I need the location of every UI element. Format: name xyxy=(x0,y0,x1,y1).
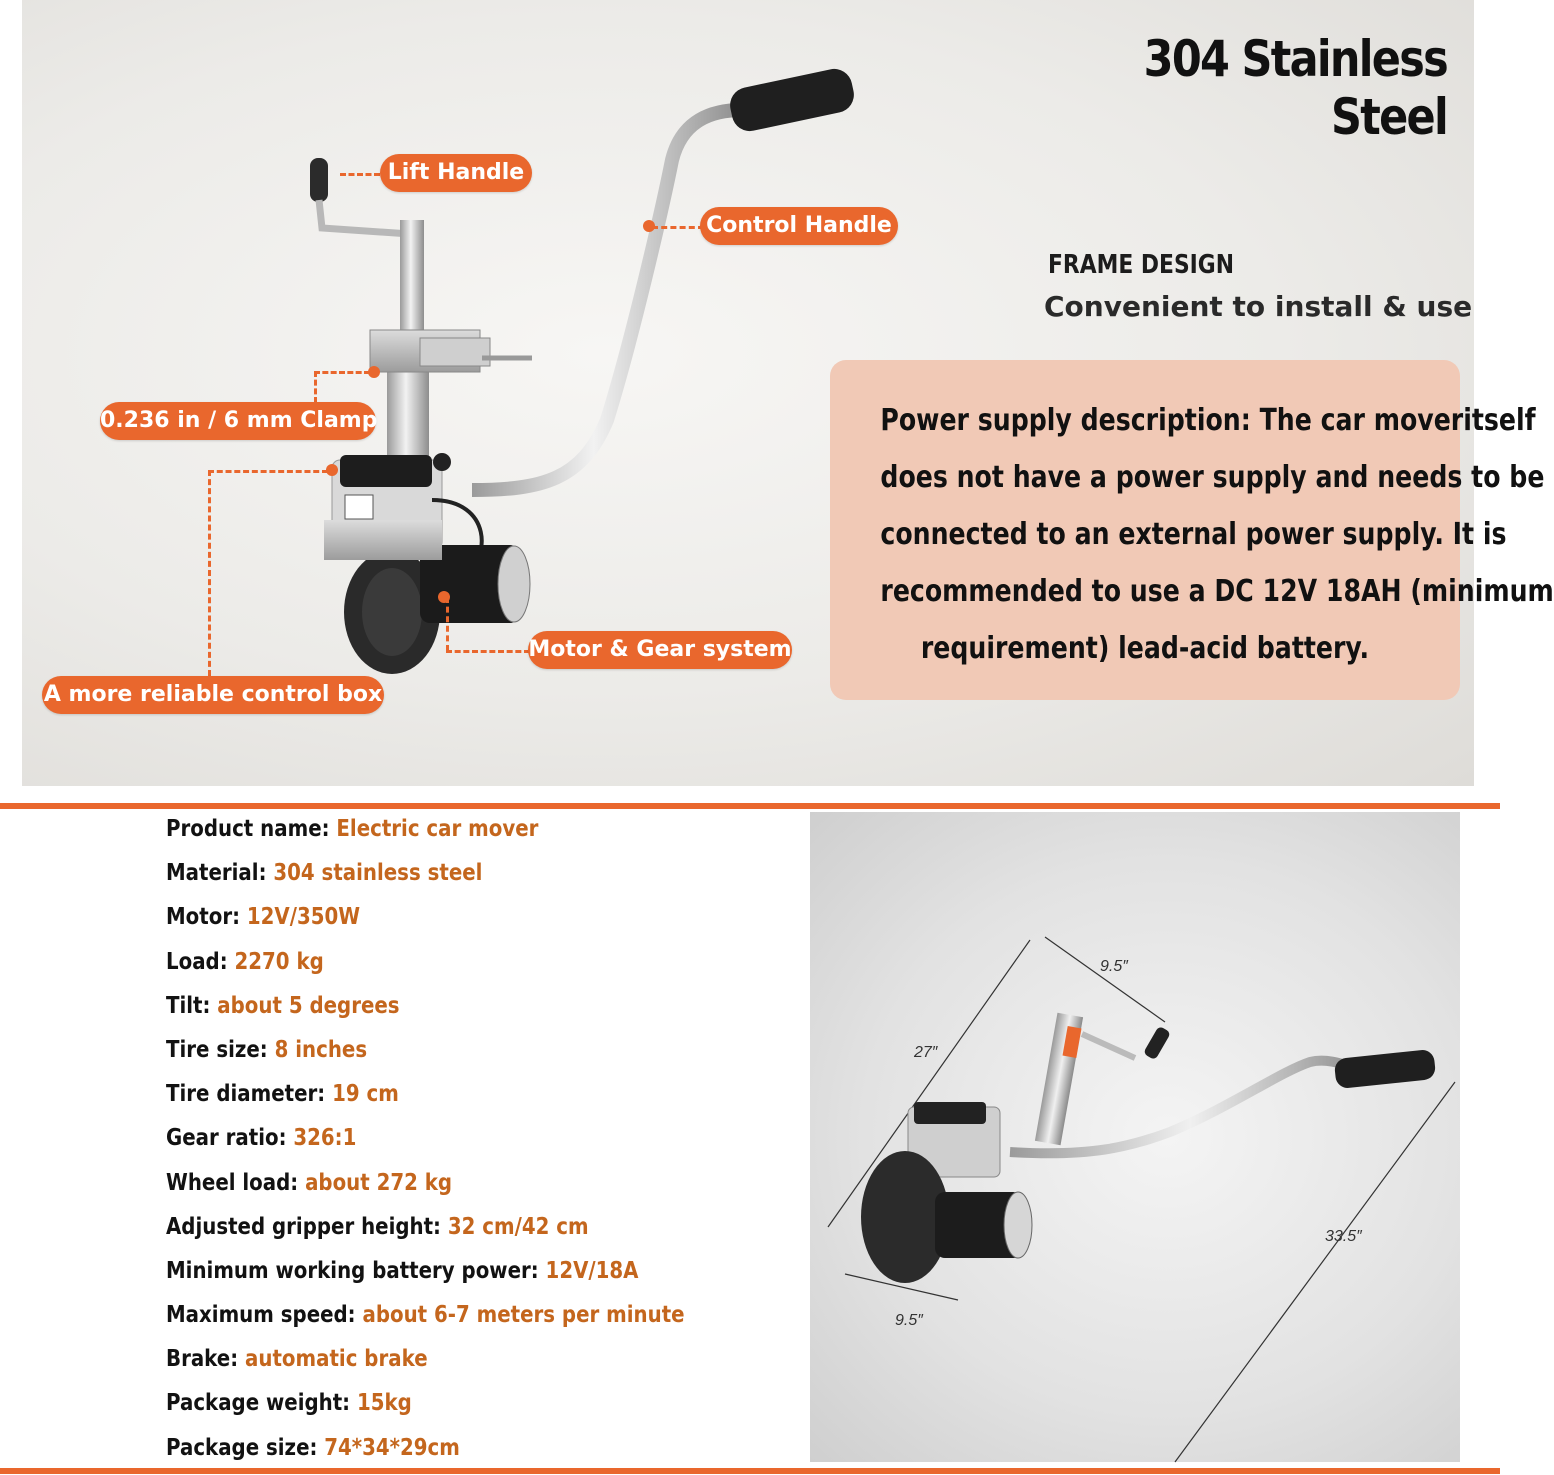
power-line: requirement) lead-acid battery. xyxy=(920,631,1370,666)
spec-row: Tilt: about 5 degrees xyxy=(166,992,400,1019)
leader-line xyxy=(652,226,704,229)
dimension-label-top-width: 9.5″ xyxy=(1100,958,1128,975)
spec-row: Material: 304 stainless steel xyxy=(166,860,483,887)
leader-line xyxy=(314,371,317,403)
bottom-orange-rule xyxy=(0,1468,1500,1474)
callout-control-box: A more reliable control box xyxy=(42,676,384,714)
leader-line xyxy=(446,650,530,653)
title: 304 Stainless Steel xyxy=(1143,30,1447,146)
spec-row: Wheel load: about 272 kg xyxy=(166,1169,453,1196)
dimension-label-height: 27″ xyxy=(914,1044,938,1061)
dimension-photo-panel xyxy=(810,812,1460,1462)
frame-design-heading: FRAME DESIGN xyxy=(1048,250,1235,280)
spec-row: Product name: Electric car mover xyxy=(166,816,539,842)
leader-line xyxy=(208,470,328,473)
top-product-panel xyxy=(22,0,1554,786)
orange-separator xyxy=(0,803,1500,809)
spec-row: Motor: 12V/350W xyxy=(166,904,361,931)
power-line: does not have a power supply and needs to be xyxy=(880,460,1545,495)
dimension-label-length: 33.5″ xyxy=(1325,1228,1362,1245)
spec-row: Adjusted gripper height: 32 cm/42 cm xyxy=(166,1213,589,1240)
spec-row: Package size: 74*34*29cm xyxy=(166,1434,460,1461)
spec-row: Minimum working battery power: 12V/18A xyxy=(166,1257,639,1284)
spec-row: Tire size: 8 inches xyxy=(166,1036,368,1063)
callout-clamp: 0.236 in / 6 mm Clamp xyxy=(100,402,376,440)
power-supply-description xyxy=(830,392,1554,677)
leader-line xyxy=(340,173,380,176)
leader-line xyxy=(208,470,211,676)
spec-row: Gear ratio: 326:1 xyxy=(166,1125,357,1152)
power-line: Power supply description: The car moveritself xyxy=(880,403,1536,438)
callout-control-handle: Control Handle xyxy=(700,207,898,245)
dimension-label-bottom-width: 9.5″ xyxy=(895,1312,923,1329)
leader-line xyxy=(314,371,370,374)
dimension-diagram xyxy=(810,812,1460,1462)
spec-row: Tire diameter: 19 cm xyxy=(166,1081,399,1108)
callout-lift-handle: Lift Handle xyxy=(380,154,532,192)
spec-row: Package weight: 15kg xyxy=(166,1390,412,1417)
power-line: connected to an external power supply. It is xyxy=(880,517,1507,552)
callout-motor-gear: Motor & Gear system xyxy=(528,631,792,669)
leader-line xyxy=(446,597,449,651)
spec-row: Brake: automatic brake xyxy=(166,1346,428,1373)
spec-row: Load: 2270 kg xyxy=(166,948,324,975)
frame-design-subtitle: Convenient to install & use xyxy=(1044,290,1473,323)
spec-row: Maximum speed: about 6-7 meters per minute xyxy=(166,1302,685,1329)
spec-list xyxy=(166,812,769,1475)
power-line: recommended to use a DC 12V 18AH (minimum xyxy=(880,574,1554,609)
